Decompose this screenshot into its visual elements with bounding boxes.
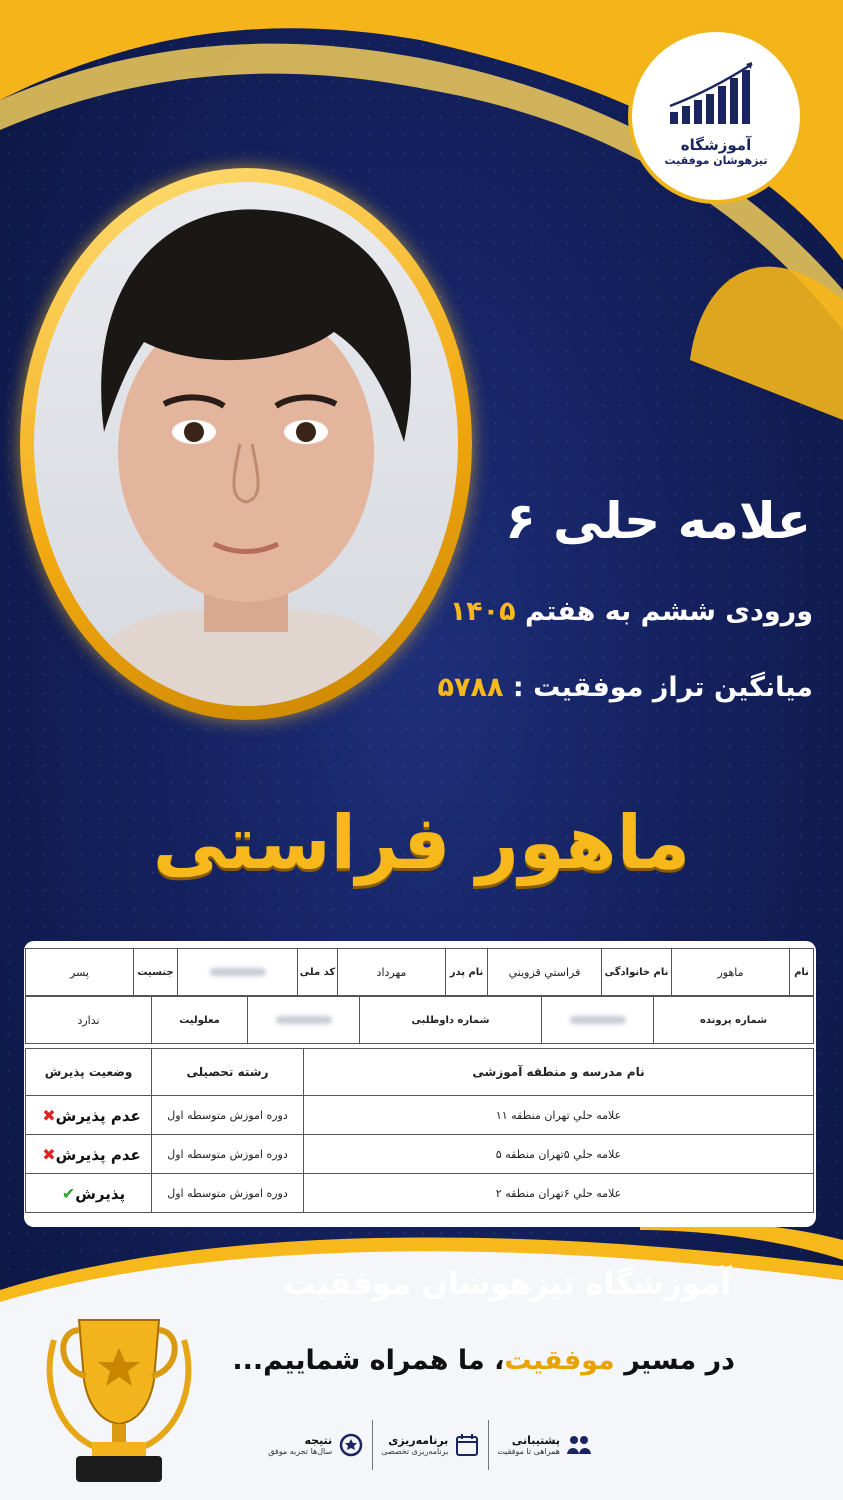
family-value: فراستي قزويني [488,949,602,996]
reject-x-icon: ✖ [42,1105,56,1125]
file-number-label: شماره پرونده [654,997,814,1044]
feature-title: برنامه‌ریزی [388,1434,449,1447]
school-cell: علامه حلي ۵تهران منطقه ۵ [304,1135,814,1174]
reject-x-icon: ✖ [42,1144,56,1164]
logo-subtitle: تیزهوشان موفقیت [664,154,768,167]
name-value: ماهور [672,949,790,996]
national-code-label: کد ملی [298,949,338,996]
entry-year: ۱۴۰۵ [449,596,516,627]
candidate-number-label: شماره داوطلبی [360,997,542,1044]
logo-title: آموزشگاه [680,136,752,154]
field-cell: دوره اموزش متوسطه اول [152,1096,304,1135]
disability-value: ندارد [26,997,152,1044]
school-cell: علامه حلي تهران منطقه ۱۱ [304,1096,814,1135]
slogan-highlight: موفقیت [504,1345,615,1376]
redacted-mark [570,1016,626,1024]
redacted-mark [276,1016,332,1024]
feature-subtitle: همراهی تا موفقیت [497,1447,560,1456]
school-cell: علامه حلي ۶تهران منطقه ۲ [304,1174,814,1213]
entry-line [450,596,813,627]
feature-subtitle: سال‌ها تجربه موفق [268,1447,333,1456]
medal-icon [338,1432,364,1458]
features-bar [200,1420,600,1470]
status-text: عدم پذیرش [55,1145,141,1164]
field-header: رشته تحصیلی [152,1049,304,1096]
feature-support [488,1420,600,1470]
info-row-2 [26,997,814,1044]
slogan-part-b: ، ما همراه شماییم... [232,1345,505,1376]
info-row-1 [26,949,814,996]
name-label: نام [790,949,814,996]
table-row [26,1135,814,1174]
feature-planning [372,1420,488,1470]
slogan-part-a: در مسیر [624,1345,735,1376]
people-icon [566,1432,592,1458]
redacted-mark [210,968,266,976]
accept-check-icon: ✔ [61,1183,76,1203]
average-line [438,672,813,703]
file-number-value [542,997,654,1044]
feature-title: نتیجه [304,1434,333,1447]
feature-subtitle: برنامه‌ریزی تخصصی [381,1447,449,1456]
field-cell: دوره اموزش متوسطه اول [152,1135,304,1174]
father-value: مهرداد [338,949,446,996]
results-header [26,1049,814,1096]
footer-slogan [232,1345,735,1376]
candidate-number-value [248,997,360,1044]
status-header: وضعیت پذیرش [26,1049,152,1096]
status-cell [26,1174,152,1213]
status-text: پذیرش [75,1184,126,1203]
field-cell: دوره اموزش متوسطه اول [152,1174,304,1213]
table-row [26,1174,814,1213]
gender-value: پسر [26,949,134,996]
school-title: علامه حلی ۶ [505,492,811,550]
status-cell [26,1096,152,1135]
trophy-icon [34,1300,204,1490]
growth-chart-icon [666,60,766,130]
school-header: نام مدرسه و منطقه آموزشی [304,1049,814,1096]
results-table [26,1048,814,1213]
student-name: ماهور فراستی [152,800,691,886]
footer-brand: آموزشگاه تیزهوشان موفقیت [284,1266,731,1302]
average-label: میانگین تراز موفقیت : [512,672,813,703]
student-photo [34,182,458,706]
status-cell [26,1135,152,1174]
calendar-icon [454,1432,480,1458]
gender-label: جنسیت [134,949,178,996]
result-card [24,941,816,1227]
disability-label: معلولیت [152,997,248,1044]
table-row [26,1096,814,1135]
status-text: عدم پذیرش [55,1106,141,1125]
academy-logo [628,28,804,204]
father-label: نام پدر [446,949,488,996]
family-label: نام خانوادگی [602,949,672,996]
entry-prefix: ورودی ششم به هفتم [525,596,813,627]
average-value: ۵۷۸۸ [437,672,504,703]
feature-title: پشتیبانی [511,1434,560,1447]
feature-result [260,1420,372,1470]
national-code-value [178,949,298,996]
info-table [26,948,814,1038]
